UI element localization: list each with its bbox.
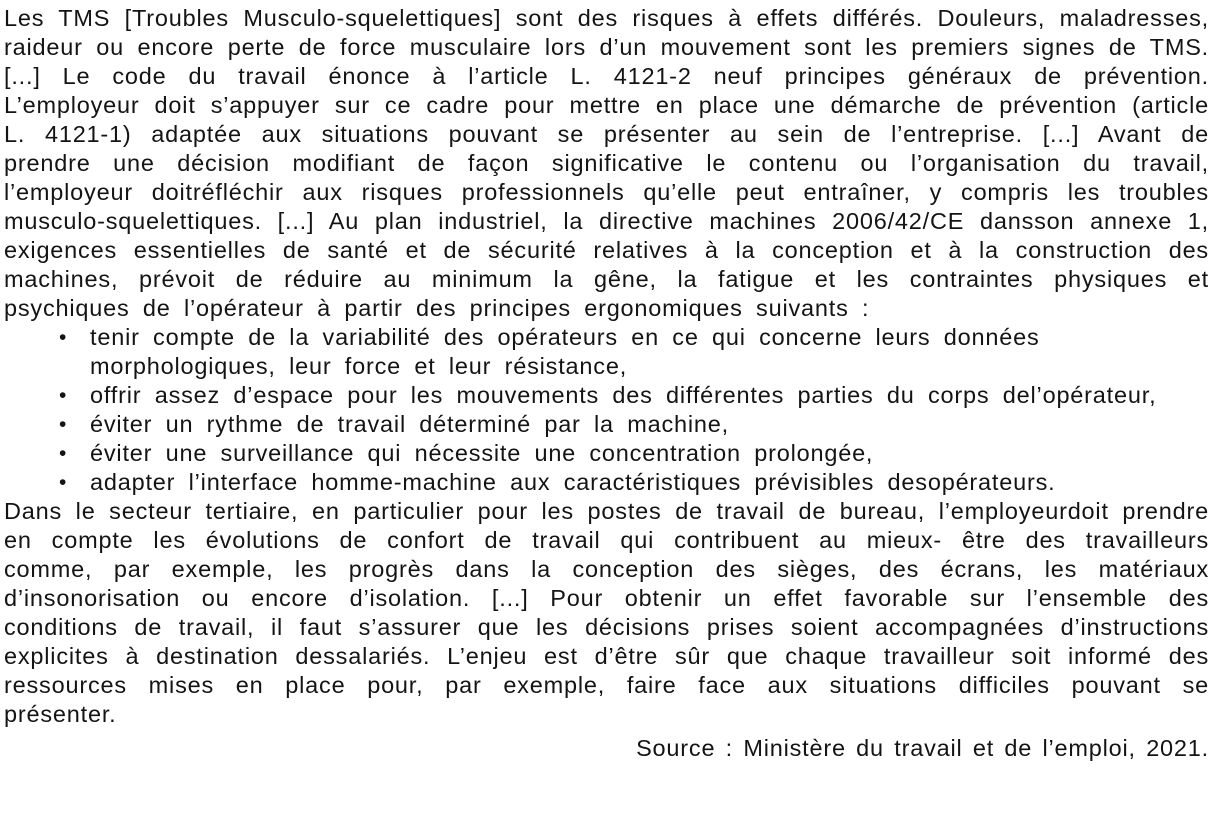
list-item-text: offrir assez d’espace pour les mouvements des différentes parties du corps del’opérateur, xyxy=(90,382,1157,408)
tertiary-sector-paragraph: Dans le secteur tertiaire, en particulier pour les postes de travail de bureau, l’employeurdoit prendre en compte les évolutions de confort de travail qui contribuent au mieux- être des travailleurs comme, par exemple, les progrès dans la conception des sièges, des écrans, les matériaux d’insonorisation ou encore d’isolation. [...] Pour obtenir un effet favorable sur l’ensemble des conditions de travail, il faut s’assurer que les décisions prises soient accompagnées d’instructions explicites à destination dessalariés. L’enjeu est d’être sûr que chaque travailleur soit informé des ressources mises en place pour, par exemple, faire face aux situations difficiles pouvant se présenter. xyxy=(4,498,1209,727)
bullet-icon: • xyxy=(59,471,68,494)
list-item-text: éviter un rythme de travail déterminé par la machine, xyxy=(90,411,729,437)
bullet-icon: • xyxy=(59,413,68,436)
intro-paragraph: Les TMS [Troubles Musculo-squelettiques] sont des risques à effets différés. Douleurs, maladresses, raideur ou encore perte de force musculaire lors d’un mouvement sont les premiers signes de TMS. [...] Le code du travail énonce à l’article L. 4121-2 neuf principes généraux de prévention. L’employeur doit s’appuyer sur ce cadre pour mettre en place une démarche de prévention (article L. 4121-1) adaptée aux situations pouvant se présenter au sein de l’entreprise. [...] Avant de prendre une décision modifiant de façon significative le contenu ou l’organisation du travail, l’employeur doitréfléchir aux risques professionnels qu’elle peut entraîner, y compris les troubles musculo-squelettiques. [...] Au plan industriel, la directive machines 2006/42/CE dansson annexe 1, exigences essentielles de santé et de sécurité relatives à la conception et à la construction des machines, prévoit de réduire au minimum la gêne, la fatigue et les contraintes physiques et psychiques de l’opérateur à partir des principes ergonomiques suivants : xyxy=(4,5,1209,321)
list-item xyxy=(4,323,1209,381)
list-item-text: tenir compte de la variabilité des opérateurs en ce qui concerne leurs données morphologiques, leur force et leur résistance, xyxy=(90,324,1040,379)
list-item-text: éviter une surveillance qui nécessite une concentration prolongée, xyxy=(90,440,874,466)
list-item-text: adapter l’interface homme-machine aux caractéristiques prévisibles desopérateurs. xyxy=(90,469,1056,495)
list-item xyxy=(4,439,1209,468)
list-item xyxy=(4,410,1209,439)
ergonomic-principles-list xyxy=(4,323,1209,497)
bullet-icon: • xyxy=(59,442,68,465)
bullet-icon: • xyxy=(59,384,68,407)
source-line: Source : Ministère du travail et de l’emploi, 2021. xyxy=(636,735,1209,761)
list-item xyxy=(4,468,1209,497)
list-item xyxy=(4,381,1209,410)
bullet-icon: • xyxy=(59,326,68,349)
